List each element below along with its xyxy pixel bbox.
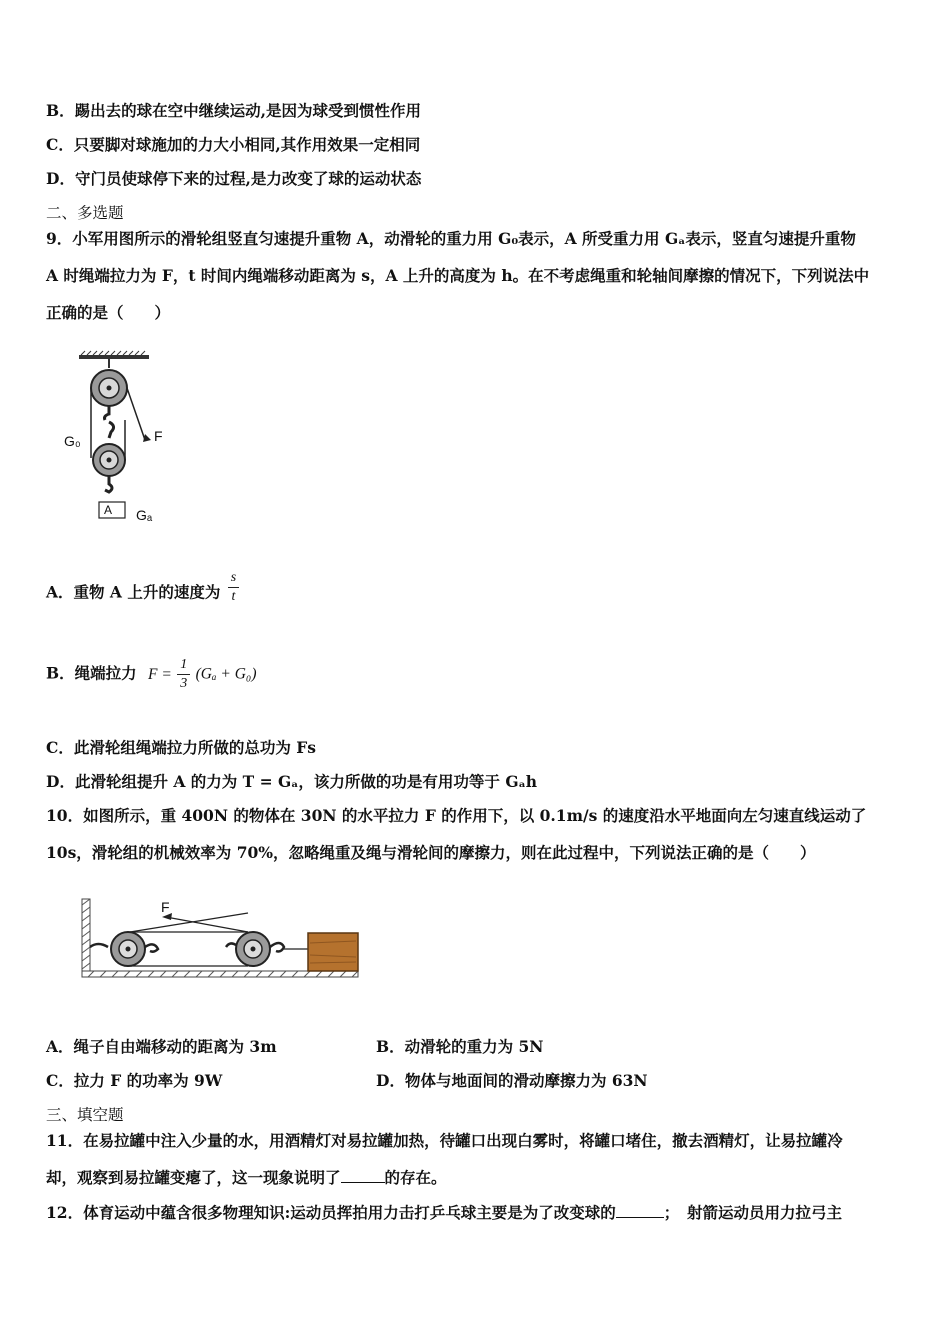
q9-option-b-fraction bbox=[177, 656, 190, 693]
q9-option-b-lhs: F = bbox=[148, 665, 172, 683]
q8-option-d: D．守门员使球停下来的过程,是力改变了球的运动状态 bbox=[46, 169, 422, 188]
q9-stem-line1: 9．小军用图所示的滑轮组竖直匀速提升重物 A，动滑轮的重力用 G₀表示，A 所受重力用 Gₐ表示，竖直匀速提升重物 bbox=[46, 229, 856, 248]
q12-answer-blank[interactable] bbox=[616, 1203, 664, 1218]
q11-line2-pre: 却，观察到易拉罐变瘪了，这一现象说明了 bbox=[46, 1168, 341, 1187]
q8-option-b: B．踢出去的球在空中继续运动,是因为球受到惯性作用 bbox=[46, 101, 421, 120]
wooden-block bbox=[308, 933, 358, 971]
ceiling-bar bbox=[79, 355, 149, 359]
fraction-numerator: 1 bbox=[177, 656, 190, 675]
q10-stem-line1: 10．如图所示，重 400N 的物体在 30N 的水平拉力 F 的作用下，以 0.1m/s 的速度沿水平地面向左匀速直线运动了 bbox=[46, 806, 867, 825]
q10-pulley-figure bbox=[78, 895, 368, 990]
q11-stem-line1: 11．在易拉罐中注入少量的水，用酒精灯对易拉罐加热，待罐口出现白雾时，将罐口堵住，撤去酒精灯，让易拉罐冷 bbox=[46, 1131, 843, 1150]
q11-answer-blank[interactable] bbox=[341, 1168, 385, 1183]
q9-option-a-text: A．重物 A 上升的速度为 bbox=[46, 582, 221, 602]
q9-option-a bbox=[46, 570, 239, 612]
label-ga: Gₐ bbox=[136, 507, 153, 523]
q9-option-b-text: B．绳端拉力 bbox=[46, 663, 137, 683]
q10-label-f: F bbox=[161, 899, 170, 915]
fraction-denominator: t bbox=[231, 589, 236, 604]
fraction-denominator: 3 bbox=[180, 676, 188, 691]
fraction-numerator: s bbox=[228, 569, 239, 588]
q9-option-b-rhs: (Gₐ + G₀) bbox=[195, 665, 257, 683]
label-f: F bbox=[154, 428, 163, 444]
q10-stem-line2: 10s，滑轮组的机械效率为 70%，忽略绳重及绳与滑轮间的摩擦力，则在此过程中，下列说法正确的是（ ） bbox=[46, 843, 816, 862]
q9-stem-line2: A 时绳端拉力为 F，t 时间内绳端移动距离为 s，A 上升的高度为 h。在不考虑绳重和轮轴间摩擦的情况下，下列说法中 bbox=[46, 266, 870, 285]
q8-option-c: C．只要脚对球施加的力大小相同,其作用效果一定相同 bbox=[46, 135, 421, 154]
q12-line1-post: ； 射箭运动员用力拉弓主 bbox=[663, 1203, 843, 1222]
q9-option-b bbox=[46, 656, 256, 693]
rope-free-end bbox=[127, 388, 145, 440]
q9-option-c: C．此滑轮组绳端拉力所做的总功为 Fs bbox=[46, 738, 316, 757]
q9-stem-line3: 正确的是（ ） bbox=[46, 303, 171, 322]
q11-line2-post: 的存在。 bbox=[384, 1168, 447, 1187]
q10-option-a: A．绳子自由端移动的距离为 3m bbox=[46, 1037, 277, 1056]
label-a: A bbox=[104, 503, 113, 517]
force-arrow bbox=[143, 434, 151, 442]
q9-option-d: D．此滑轮组提升 A 的力为 T = Gₐ，该力所做的功是有用功等于 Gₐh bbox=[46, 772, 538, 791]
q12-line1-pre: 12．体育运动中蕴含很多物理知识:运动员挥拍用力击打乒乓球主要是为了改变球的 bbox=[46, 1203, 616, 1222]
q11-stem-line2 bbox=[46, 1168, 447, 1188]
label-g0: G₀ bbox=[64, 433, 81, 449]
q10-option-c: C．拉力 F 的功率为 9W bbox=[46, 1071, 223, 1090]
section-fill-in: 三、填空题 bbox=[46, 1106, 124, 1124]
q9-option-a-fraction bbox=[228, 569, 239, 606]
q10-option-d: D．物体与地面间的滑动摩擦力为 63N bbox=[376, 1071, 648, 1090]
q10-option-b: B．动滑轮的重力为 5N bbox=[376, 1037, 544, 1056]
q12-stem-line1 bbox=[46, 1203, 842, 1223]
section-multiple-choice: 二、多选题 bbox=[46, 204, 124, 222]
ceiling-hatch bbox=[81, 351, 145, 355]
